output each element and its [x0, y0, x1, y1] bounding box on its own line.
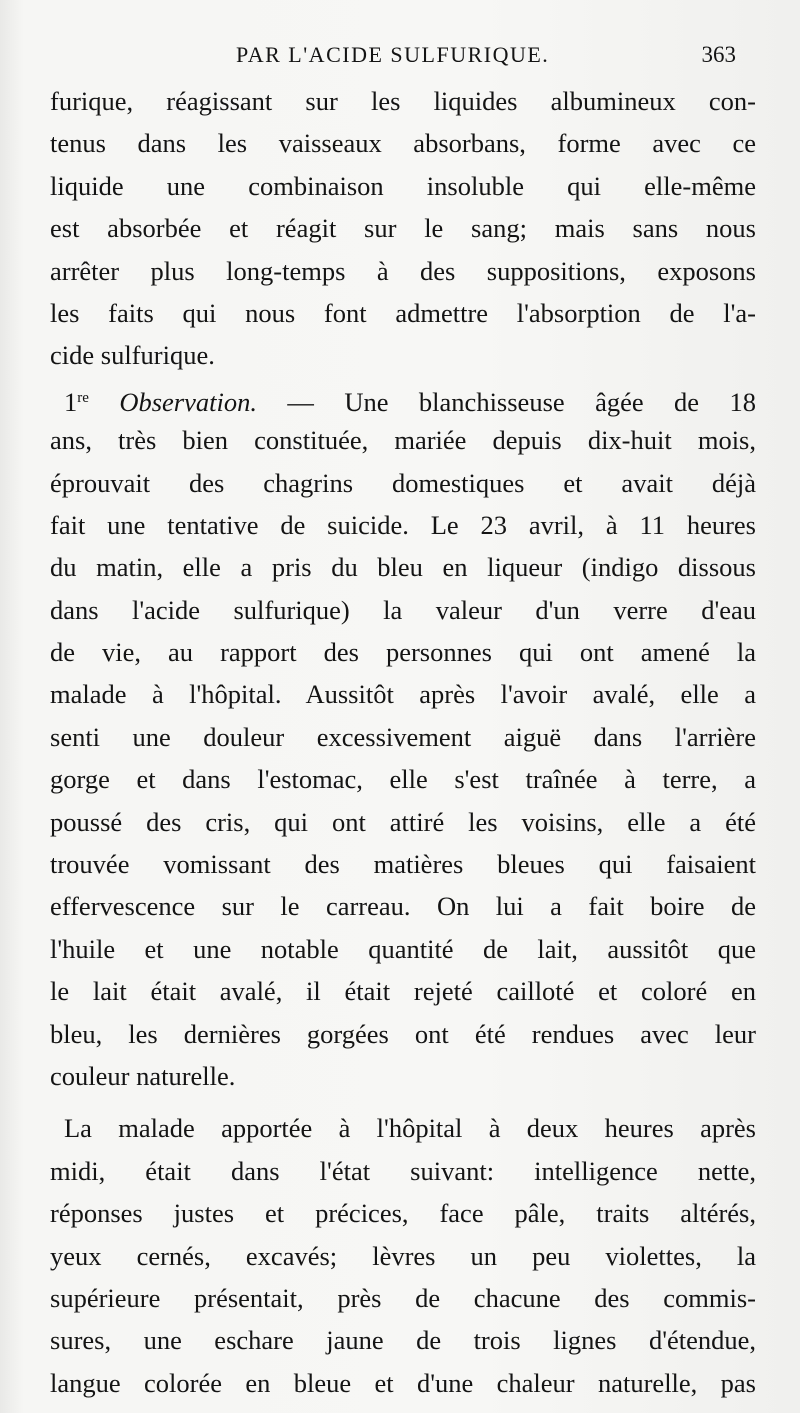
text-line: arrêter plus long-temps à des suppositions, exposons: [50, 255, 756, 286]
observation-number: 1: [64, 386, 78, 417]
observation-lead-text: — Une blanchisseuse âgée de 18: [256, 386, 756, 417]
text-line: gorge et dans l'estomac, elle s'est traînée à terre, a: [50, 764, 756, 795]
page-header: [50, 42, 740, 76]
text-line: effervescence sur le carreau. On lui a fait boire de: [50, 891, 756, 922]
text-line: de vie, au rapport des personnes qui ont amené la: [50, 637, 756, 668]
text-line: langue colorée en bleue et d'une chaleur naturelle, pas: [50, 1367, 756, 1398]
text-line: les faits qui nous font admettre l'absorption de l'a-: [50, 297, 756, 328]
text-line: est absorbée et réagit sur le sang; mais sans nous: [50, 213, 756, 244]
running-title: PAR L'ACIDE SULFURIQUE.: [236, 42, 550, 67]
text-line: senti une douleur excessivement aiguë dans l'arrière: [50, 721, 756, 752]
observation-title: Observation.: [119, 386, 257, 417]
text-line: trouvée vomissant des matières bleues qui faisaient: [50, 849, 756, 880]
text-line: liquide une combinaison insoluble qui elle-même: [50, 170, 756, 201]
paragraph-gap: [50, 1097, 756, 1107]
text-line: du matin, elle a pris du bleu en liqueur (indigo dissous: [50, 552, 756, 583]
text-line: le lait était avalé, il était rejeté cailloté et coloré en: [50, 976, 756, 1007]
text-line: l'huile et une notable quantité de lait, aussitôt que: [50, 933, 756, 964]
text-line: malade à l'hôpital. Aussitôt après l'avoir avalé, elle a: [50, 679, 756, 710]
text-line: fait une tentative de suicide. Le 23 avril, à 11 heures: [50, 509, 756, 540]
text-line: supérieure présentait, près de chacune des commis-: [50, 1282, 756, 1313]
text-line: midi, était dans l'état suivant: intelligence nette,: [50, 1155, 756, 1186]
page-number: 363: [701, 42, 736, 67]
text-line: réponses justes et précices, face pâle, traits altérés,: [50, 1198, 756, 1229]
observation-heading-line: [50, 377, 756, 419]
text-line: couleur naturelle.: [50, 1060, 236, 1091]
text-line: poussé des cris, qui ont attiré les voisins, elle a été: [50, 806, 756, 837]
text-line: sures, une eschare jaune de trois lignes d'étendue,: [50, 1325, 756, 1356]
observation-number-suffix: re: [77, 389, 89, 406]
text-line: dans l'acide sulfurique) la valeur d'un verre d'eau: [50, 594, 756, 625]
text-line: yeux cernés, excavés; lèvres un peu violettes, la: [50, 1240, 756, 1271]
text-line: bleu, les dernières gorgées ont été rendues avec leur: [50, 1018, 756, 1049]
text-line: cide sulfurique.: [50, 340, 215, 371]
text-line: ans, très bien constituée, mariée depuis dix-huit mois,: [50, 425, 756, 456]
body-text: [50, 80, 756, 1404]
text-line: éprouvait des chagrins domestiques et avait déjà: [50, 467, 756, 498]
text-line: tenus dans les vaisseaux absorbans, forme avec ce: [50, 128, 756, 159]
text-line: furique, réagissant sur les liquides albumineux con-: [50, 86, 756, 116]
text-line: La malade apportée à l'hôpital à deux heures après: [64, 1113, 756, 1144]
